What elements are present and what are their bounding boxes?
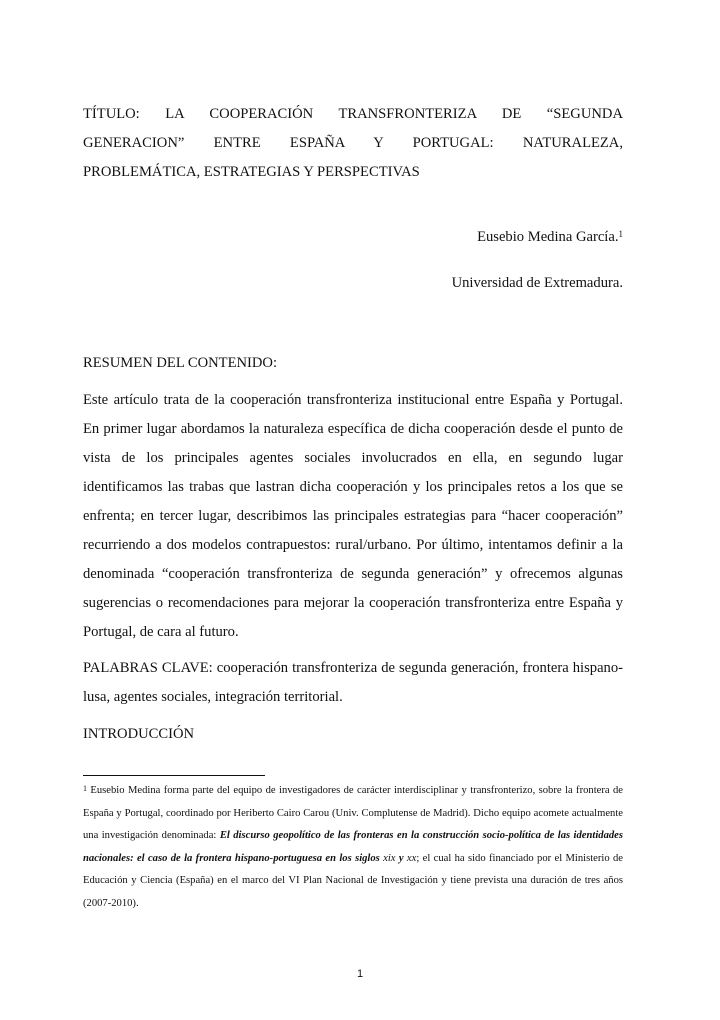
footnote-text-2: ; el cual ha sido financiado por el Ministerio de Educación y Ciencia (España) en el marco del VI Plan Nacional de Investigación y tiene prevista una duración de tres años (2007-2010). — [83, 852, 623, 909]
author-line — [83, 223, 623, 252]
keywords-text: PALABRAS CLAVE: cooperación transfronteriza de segunda generación, frontera hispano-lusa, agentes sociales, integración territorial. — [83, 660, 623, 705]
author-name: Eusebio Medina García. — [477, 229, 619, 245]
page-body — [83, 100, 623, 749]
footnote-century-xix: xix — [383, 852, 396, 864]
abstract-heading: RESUMEN DEL CONTENIDO: — [83, 355, 278, 371]
page-number: 1 — [356, 968, 364, 980]
footnote-project-title: El discurso geopolítico de las fronteras en la construcción socio-política de las identidades nacionales: el caso de la frontera hispano-portuguesa en los siglos — [83, 830, 623, 864]
author-affiliation: Universidad de Extremadura. — [451, 275, 623, 291]
abstract-text: Este artículo trata de la cooperación transfronteriza institucional entre España y Portugal. En primer lugar abordamos la naturaleza específica de dicha cooperación desde el punto de vista de los principales agentes sociales involucrados en ella, en segundo lugar identificamos las trabas que lastran dicha cooperación y los principales retos a los que se enfrenta; en tercer lugar, describimos las principales estrategias para “hacer cooperación” recurriendo a dos modelos contrapuestos: rural/urbano. Por último, intentamos definir a la denominada “cooperación transfronteriza de segunda generación” y ofrecemos algunas sugerencias o recomendaciones para mejorar la cooperación transfronteriza entre España y Portugal, de cara al futuro. — [83, 392, 623, 640]
title-line-3: PROBLEMÁTICA, ESTRATEGIAS Y PERSPECTIVAS — [83, 164, 420, 180]
author-footnote-mark[interactable]: 1 — [618, 229, 623, 239]
footnote-century-xx: xx — [406, 852, 417, 864]
footnote-divider — [83, 775, 265, 776]
footnote — [83, 780, 623, 915]
title-line-1: TÍTULO: LA COOPERACIÓN TRANSFRONTERIZA DE “SEGUNDA — [83, 106, 623, 122]
footnote-mark: 1 — [83, 784, 87, 793]
paper-title — [83, 100, 623, 187]
title-line-2: GENERACION” ENTRE ESPAÑA Y PORTUGAL: NATURALEZA, — [83, 135, 623, 151]
introduction-heading: INTRODUCCIÓN — [83, 726, 195, 742]
footnote-text-1: Eusebio Medina forma parte del equipo de investigadores de carácter interdisciplinar y transfronterizo, sobre la frontera de España y Portugal, coordinado por Heriberto Cairo Carou (Univ. Complutense de Madrid). Dicho equipo acomete actualmente una investigación denominada: — [83, 785, 623, 841]
author-block — [83, 223, 623, 298]
footnote-conjunction: y — [395, 852, 407, 864]
